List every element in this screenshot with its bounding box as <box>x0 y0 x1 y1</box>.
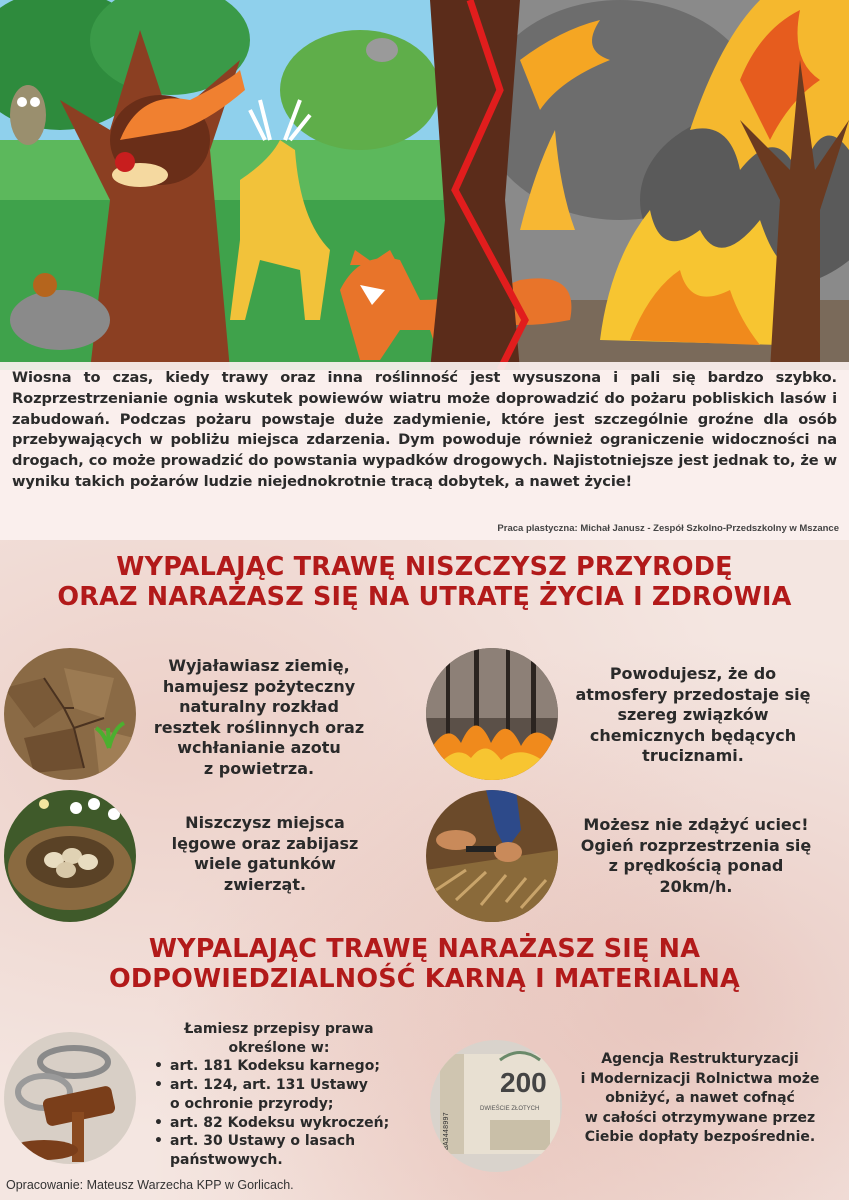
heading-liability-line2: ODPOWIEDZIALNOŚĆ KARNĄ I MATERIALNĄ <box>109 964 740 994</box>
fact-toxins-text: Powodujesz, że do atmosfery przedostaje się szereg związków chemicznych będących truciznami. <box>575 664 811 765</box>
heading-liability <box>0 934 849 994</box>
footer-credit: Opracowanie: Mateusz Warzecha KPP w Gorlicach. <box>6 1178 294 1192</box>
intro-panel <box>0 362 849 540</box>
banknote-value: 200 <box>500 1067 547 1098</box>
law-title: Łamiesz przepisy prawa określone w: <box>184 1021 374 1056</box>
gavel-handcuffs-image <box>4 1032 136 1164</box>
bird-nest-image <box>4 790 136 922</box>
fact-habitats-text: Niszczysz miejsca lęgowe oraz zabijasz wiele gatunków zwierząt. <box>171 813 359 894</box>
soil-image <box>4 648 136 780</box>
lighting-grass-image <box>426 790 558 922</box>
hero-painting <box>0 0 849 370</box>
heading-nature-line2: ORAZ NARAŻASZ SIĘ NA UTRATĘ ŻYCIA I ZDROWIA <box>57 582 792 612</box>
fact-speed-text: Możesz nie zdążyć uciec! Ogień rozprzestrzenia się z prędkością ponad 20km/h. <box>580 815 812 896</box>
law-item: • art. 124, art. 131 Ustawy o ochronie przyrody; <box>152 1076 410 1113</box>
law-list <box>148 1057 410 1169</box>
heading-nature-line1: WYPALAJĄC TRAWĘ NISZCZYSZ PRZYRODĘ <box>116 552 733 582</box>
law-item: • art. 181 Kodeksu karnego; <box>152 1057 410 1076</box>
law-item: • art. 82 Kodeksu wykroczeń; <box>152 1114 410 1133</box>
law-block <box>148 1020 410 1170</box>
banknote-image <box>430 1040 562 1172</box>
heading-liability-line1: WYPALAJĄC TRAWĘ NARAŻASZ SIĘ NA <box>148 934 701 964</box>
fact-soil-text: Wyjaławiasz ziemię, hamujesz pożyteczny naturalny rozkład resztek roślinnych oraz wchłanianie azotu z powietrza. <box>153 656 365 778</box>
banknote-serial: BA3448997 <box>443 1112 451 1150</box>
artwork-credit: Praca plastyczna: Michał Janusz - Zespół Szkolno-Przedszkolny w Mszance <box>497 523 839 534</box>
law-item: • art. 30 Ustawy o lasach państwowych. <box>152 1132 410 1169</box>
agency-text: Agencja Restrukturyzacji i Modernizacji Rolnictwa może obniżyć, a nawet cofnąć w całości otrzymywane przez Ciebie dopłaty bezpośrednie. <box>580 1051 820 1145</box>
intro-text: Wiosna to czas, kiedy trawy oraz inna roślinność jest wysuszona i pali się bardzo szybko. Rozprzestrzenianie ognia wskutek powiewów wiatru może doprowadzić do pożaru pobliskich lasów i zabudowań. Podczas pożaru powstaje duże zadymienie, które jest szczególnie groźne dla osób przebywających w pobliżu miejsca zdarzenia. Dym powoduje również ograniczenie widoczności na drogach, co może prowadzić do powstania wypadków drogowych. Najistotniejsze jest jednak to, że w wyniku takich pożarów ludzie niejednokrotnie tracą dobytek, a nawet życie! <box>12 369 837 490</box>
banknote-caption: DWIEŚCIE ZŁOTYCH <box>480 1106 540 1112</box>
heading-nature <box>0 552 849 612</box>
forest-fire-image <box>426 648 558 780</box>
